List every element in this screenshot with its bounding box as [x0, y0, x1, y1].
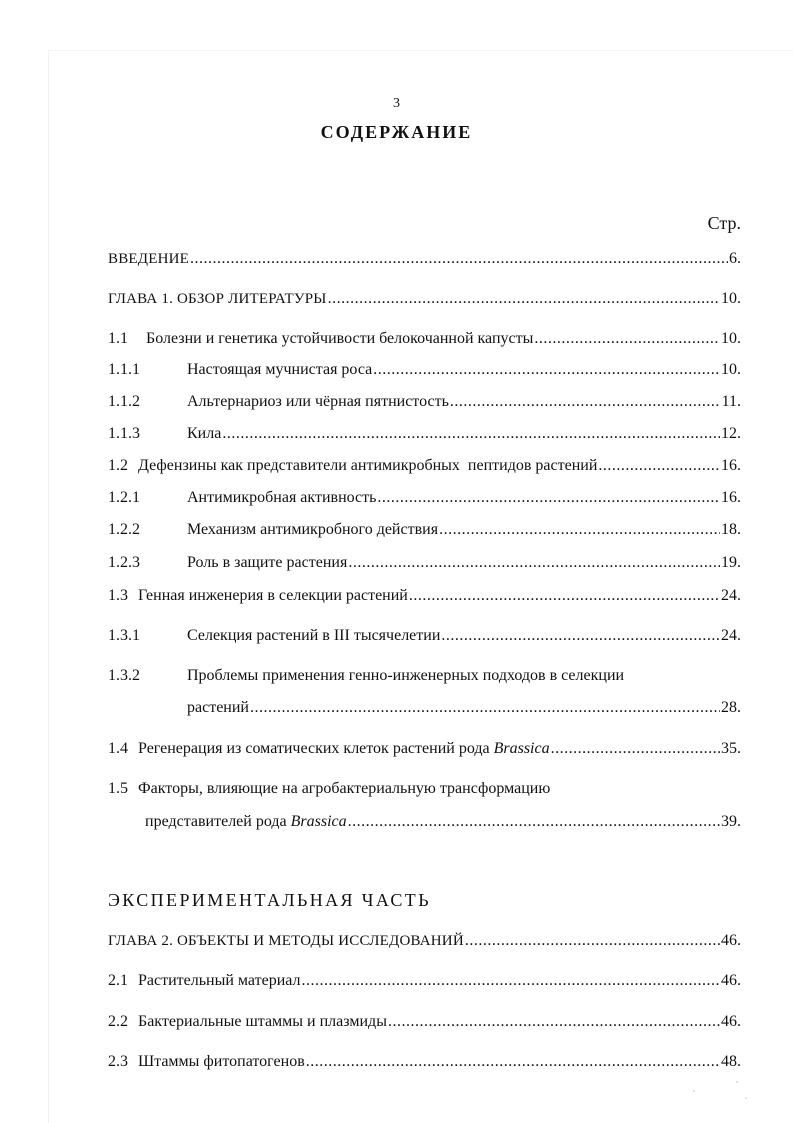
- toc-entry-number: 1.2.2: [108, 521, 140, 538]
- scan-speckle: [736, 1081, 738, 1083]
- toc-entry-page: 6.: [729, 250, 741, 267]
- toc-entry-page: 46.: [721, 1013, 741, 1030]
- toc-leader: [190, 249, 728, 269]
- toc-entry-page: 16.: [721, 457, 741, 474]
- toc-entry-2-1[interactable]: [108, 971, 741, 991]
- toc-entry-number: 1.1.3: [108, 425, 140, 442]
- toc-entry-title: Роль в защите растения: [187, 554, 348, 571]
- toc-entry-title: Механизм антимикробного действия: [187, 521, 439, 538]
- toc-entry-1-2-1[interactable]: [108, 488, 741, 508]
- toc-entry-1-4[interactable]: [108, 739, 741, 759]
- page-title: СОДЕРЖАНИЕ: [320, 122, 473, 142]
- toc-entry-title: Альтернариоз или чёрная пятнистость: [187, 393, 449, 410]
- toc-entry-number: 1.3.2: [108, 667, 140, 684]
- toc-entry-1-1-2[interactable]: [108, 392, 741, 412]
- toc-entry-number: 2.2: [108, 1013, 128, 1030]
- toc-entry-page: 10.: [721, 361, 741, 378]
- toc-entry-title: Настоящая мучнистая роса: [187, 361, 373, 378]
- toc-entry-title: Антимикробная активность: [187, 489, 377, 506]
- toc-leader: [409, 586, 720, 606]
- toc-leader: [306, 1052, 720, 1072]
- toc-entry-title: Селекция растений в III тысячелетии: [187, 627, 441, 644]
- toc-entry-title: Факторы, влияющие на агробактериальную трансформацию: [138, 780, 551, 797]
- toc-entry-number: 1.1: [108, 330, 128, 347]
- toc-entry-1-2[interactable]: [108, 456, 741, 476]
- toc-entry-page: 10.: [721, 290, 741, 307]
- toc-entry-page: 24.: [721, 627, 741, 644]
- toc-entry-title: Генная инженерия в селекции растений: [138, 587, 408, 604]
- toc-entry-page: 18.: [721, 521, 741, 538]
- toc-entry-title: Растительный материал: [138, 972, 301, 989]
- toc-entry-page: 12.: [721, 425, 741, 442]
- toc-entry-number: 1.4: [108, 740, 128, 757]
- toc-leader: [551, 739, 720, 759]
- toc-entry-title-continuation: [145, 812, 347, 832]
- toc-entry-page: 39.: [721, 813, 741, 830]
- toc-entry-number: 1.1.1: [108, 361, 140, 378]
- toc-entry-page: 46.: [721, 972, 741, 989]
- toc-entry-number: 1.3: [108, 587, 128, 604]
- toc-leader: [348, 812, 720, 832]
- scan-speckle: [693, 1090, 695, 1092]
- toc-entry-page: 35.: [721, 740, 741, 757]
- toc-entry-title: Дефензины как представители антимикробных пептидов растений: [138, 457, 598, 474]
- toc-leader: [450, 392, 721, 412]
- toc-entry-1-1-3[interactable]: [108, 424, 741, 444]
- toc-entry-page: 10.: [721, 330, 741, 347]
- toc-entry-1-3-2-continuation[interactable]: [187, 698, 741, 718]
- toc-entry-title: Бактериальные штаммы и плазмиды: [138, 1013, 387, 1030]
- toc-leader: [328, 289, 720, 309]
- toc-leader: [348, 553, 720, 573]
- toc-entry-title: Штаммы фитопатогенов: [138, 1053, 305, 1070]
- toc-entry-title: Кила: [187, 425, 222, 442]
- toc-entry-number: 1.1.2: [108, 393, 140, 410]
- toc-entry-1-2-3[interactable]: [108, 553, 741, 573]
- toc-entry-1-3-1[interactable]: [108, 626, 741, 646]
- toc-entry-title-text: представителей рода: [145, 813, 291, 830]
- toc-entry-number: 2.3: [108, 1053, 128, 1070]
- toc-leader: [439, 520, 720, 540]
- toc-entry-number: 1.2.3: [108, 554, 140, 571]
- toc-entry-page: 24.: [721, 587, 741, 604]
- toc-entry-chapter-1[interactable]: [108, 289, 741, 309]
- toc-entry-number: 1.3.1: [108, 627, 140, 644]
- toc-entry-chapter-2[interactable]: [108, 931, 741, 951]
- toc-entry-title: ВВЕДЕНИЕ: [108, 251, 189, 267]
- toc-entry-page: 16.: [721, 489, 741, 506]
- toc-leader: [534, 329, 720, 349]
- toc-entry-2-3[interactable]: [108, 1052, 741, 1072]
- toc-entry-title: ГЛАВА 2. ОБЪЕКТЫ И МЕТОДЫ ИССЛЕДОВАНИЙ: [108, 933, 464, 949]
- scan-speckle: [745, 1097, 747, 1099]
- toc-leader: [250, 698, 720, 718]
- toc-entry-title-text: Регенерация из соматических клеток растений рода: [138, 740, 494, 757]
- toc-entry-1-3-2[interactable]: [108, 666, 741, 686]
- toc-entry-title: ГЛАВА 1. ОБЗОР ЛИТЕРАТУРЫ: [108, 291, 327, 307]
- page-column-label: Стр.: [707, 213, 741, 233]
- toc-entry-1-2-2[interactable]: [108, 520, 741, 540]
- section-header-experimental: ЭКСПЕРИМЕНТАЛЬНАЯ ЧАСТЬ: [108, 890, 431, 910]
- toc-entry-title: [138, 739, 550, 759]
- toc-leader: [377, 488, 720, 508]
- toc-entry-number: 2.1: [108, 972, 128, 989]
- toc-leader: [598, 456, 720, 476]
- toc-entry-page: 28.: [721, 699, 741, 716]
- toc-entry-number: 1.5: [108, 780, 128, 797]
- toc-entry-introduction[interactable]: [108, 249, 741, 269]
- toc-leader: [441, 626, 720, 646]
- toc-entry-title: Болезни и генетика устойчивости белокочанной капусты: [146, 330, 534, 347]
- toc-entry-2-2[interactable]: [108, 1012, 741, 1032]
- toc-leader: [388, 1012, 720, 1032]
- toc-leader: [373, 360, 720, 380]
- toc-entry-1-5-continuation[interactable]: [145, 812, 741, 832]
- toc-entry-1-1[interactable]: [108, 329, 741, 349]
- toc-entry-1-3[interactable]: [108, 586, 741, 606]
- toc-entry-number: 1.2.1: [108, 489, 140, 506]
- page-number: 3: [393, 96, 400, 111]
- toc-entry-title-italic: Brassica: [290, 813, 347, 830]
- toc-leader: [465, 931, 720, 951]
- toc-entry-1-1-1[interactable]: [108, 360, 741, 380]
- toc-entry-page: 19.: [721, 554, 741, 571]
- toc-entry-page: 48.: [721, 1053, 741, 1070]
- toc-leader: [222, 424, 720, 444]
- toc-entry-title-italic: Brassica: [493, 740, 550, 757]
- toc-leader: [302, 971, 721, 991]
- toc-entry-number: 1.2: [108, 457, 128, 474]
- toc-entry-title-continuation: растений: [187, 699, 249, 716]
- toc-entry-1-5[interactable]: [108, 779, 741, 799]
- toc-entry-title: Проблемы применения генно-инженерных подходов в селекции: [187, 667, 625, 684]
- toc-entry-page: 11.: [721, 393, 741, 410]
- toc-entry-page: 46.: [721, 932, 741, 949]
